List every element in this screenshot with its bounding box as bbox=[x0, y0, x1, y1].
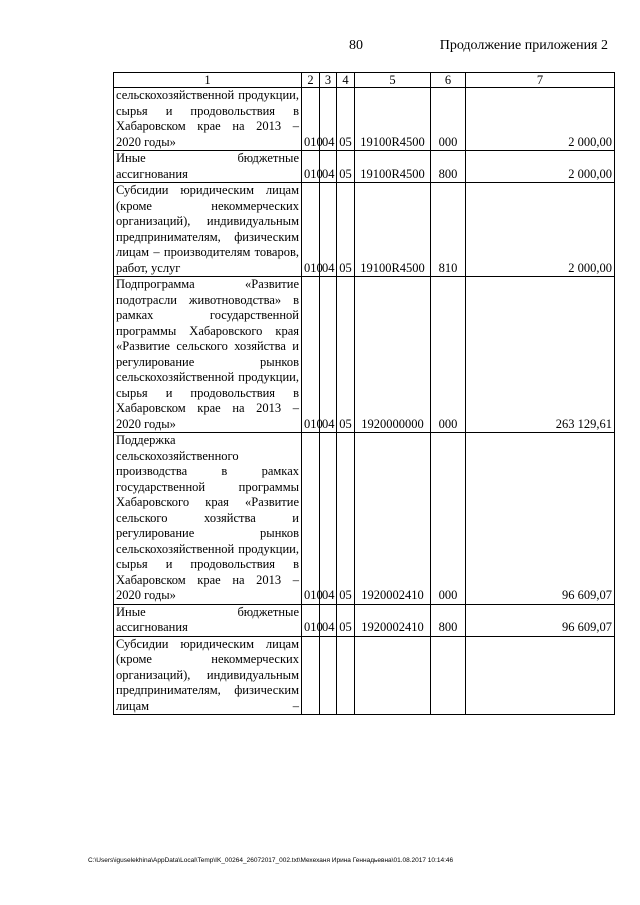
subsection-code: 05 bbox=[337, 433, 355, 605]
table-row bbox=[114, 433, 615, 605]
description-text: сельскохозяйственной продукции, сырья и продовольствия в Хабаровском крае на 2013 – bbox=[116, 88, 299, 133]
description-text: Субсидии юридическим лицам (кроме некоммерческих организаций), индивидуальным предпринимателям, физическим лицам – bbox=[116, 636, 299, 713]
expense-type-code: 800 bbox=[431, 604, 466, 636]
description-text-end: работ, услуг bbox=[116, 260, 181, 275]
column-header: 1 bbox=[114, 73, 302, 88]
column-header: 3 bbox=[320, 73, 337, 88]
expense-type-code: 810 bbox=[431, 183, 466, 277]
file-path-footer: C:\Users\iguselekhina\AppData\Local\Temp\IK_00264_26072017_002.txt\Мехеханя Ирина Геннадьевна\01.08.2017 10:14:46 bbox=[88, 857, 454, 864]
description-text-end: ассигнования bbox=[116, 620, 188, 634]
section-code: 04 bbox=[320, 88, 337, 151]
amount: 2 000,00 bbox=[466, 151, 615, 183]
page-number: 80 bbox=[349, 38, 363, 53]
ministry-code bbox=[302, 636, 320, 715]
amount: 96 609,07 bbox=[466, 433, 615, 605]
amount bbox=[466, 636, 615, 715]
budget-table bbox=[113, 72, 615, 715]
subsection-code: 05 bbox=[337, 277, 355, 433]
target-article-code: 1920002410 bbox=[355, 604, 431, 636]
row-description bbox=[114, 604, 302, 636]
amount: 263 129,61 bbox=[466, 277, 615, 433]
row-description bbox=[114, 433, 302, 605]
target-article-code: 19100R4500 bbox=[355, 151, 431, 183]
description-text: Субсидии юридическим лицам (кроме некоммерческих организаций), индивидуальным предпринимателям, физическим лицам – производителям товаров, bbox=[116, 183, 299, 259]
row-description bbox=[114, 151, 302, 183]
continuation-label: Продолжение приложения 2 bbox=[439, 38, 608, 53]
description-text: Иные бюджетные bbox=[116, 604, 299, 619]
ministry-code: 010 bbox=[302, 277, 320, 433]
description-text-end: 2020 годы» bbox=[116, 416, 176, 431]
table-row bbox=[114, 636, 615, 715]
column-header: 4 bbox=[337, 73, 355, 88]
target-article-code: 19100R4500 bbox=[355, 183, 431, 277]
row-description bbox=[114, 88, 302, 151]
description-text-end: ассигнования bbox=[116, 166, 188, 181]
amount: 2 000,00 bbox=[466, 88, 615, 151]
row-description bbox=[114, 636, 302, 715]
table-row bbox=[114, 88, 615, 151]
subsection-code bbox=[337, 636, 355, 715]
target-article-code bbox=[355, 636, 431, 715]
description-text: Подпрограмма «Развитие подотрасли животноводства» в рамках государственной программы Хабаровского края «Развитие сельского хозяйства и регулирование рынков сельскохозяйственной продукции, сырья и продовольствия в Хабаровском крае на 2013 – bbox=[116, 277, 299, 415]
expense-type-code: 000 bbox=[431, 433, 466, 605]
section-code bbox=[320, 636, 337, 715]
expense-type-code: 000 bbox=[431, 88, 466, 151]
ministry-code: 010 bbox=[302, 88, 320, 151]
subsection-code: 05 bbox=[337, 604, 355, 636]
description-text-end: 2020 годы» bbox=[116, 134, 176, 149]
section-code: 04 bbox=[320, 433, 337, 605]
section-code: 04 bbox=[320, 183, 337, 277]
target-article-code: 19100R4500 bbox=[355, 88, 431, 151]
description-text-end: 2020 годы» bbox=[116, 588, 176, 602]
table-row bbox=[114, 151, 615, 183]
table-header-row bbox=[114, 73, 615, 88]
section-code: 04 bbox=[320, 604, 337, 636]
ministry-code: 010 bbox=[302, 183, 320, 277]
column-header: 5 bbox=[355, 73, 431, 88]
target-article-code: 1920000000 bbox=[355, 277, 431, 433]
column-header: 7 bbox=[466, 73, 615, 88]
row-description bbox=[114, 277, 302, 433]
table-row bbox=[114, 183, 615, 277]
description-text: Иные бюджетные bbox=[116, 151, 299, 165]
expense-type-code: 000 bbox=[431, 277, 466, 433]
table-row bbox=[114, 277, 615, 433]
table-row bbox=[114, 604, 615, 636]
target-article-code: 1920002410 bbox=[355, 433, 431, 605]
expense-type-code bbox=[431, 636, 466, 715]
ministry-code: 010 bbox=[302, 604, 320, 636]
column-header: 2 bbox=[302, 73, 320, 88]
expense-type-code: 800 bbox=[431, 151, 466, 183]
ministry-code: 010 bbox=[302, 433, 320, 605]
amount: 2 000,00 bbox=[466, 183, 615, 277]
description-text: Поддержка сельскохозяйственного производства в рамках государственной программы Хабаровского края «Развитие сельского хозяйства и регулирование рынков сельскохозяйственной продукции, сырья и продовольствия в Хабаровском крае на 2013 – bbox=[116, 433, 299, 587]
section-code: 04 bbox=[320, 277, 337, 433]
subsection-code: 05 bbox=[337, 151, 355, 183]
column-header: 6 bbox=[431, 73, 466, 88]
subsection-code: 05 bbox=[337, 88, 355, 151]
ministry-code: 010 bbox=[302, 151, 320, 183]
amount: 96 609,07 bbox=[466, 604, 615, 636]
subsection-code: 05 bbox=[337, 183, 355, 277]
row-description bbox=[114, 183, 302, 277]
section-code: 04 bbox=[320, 151, 337, 183]
